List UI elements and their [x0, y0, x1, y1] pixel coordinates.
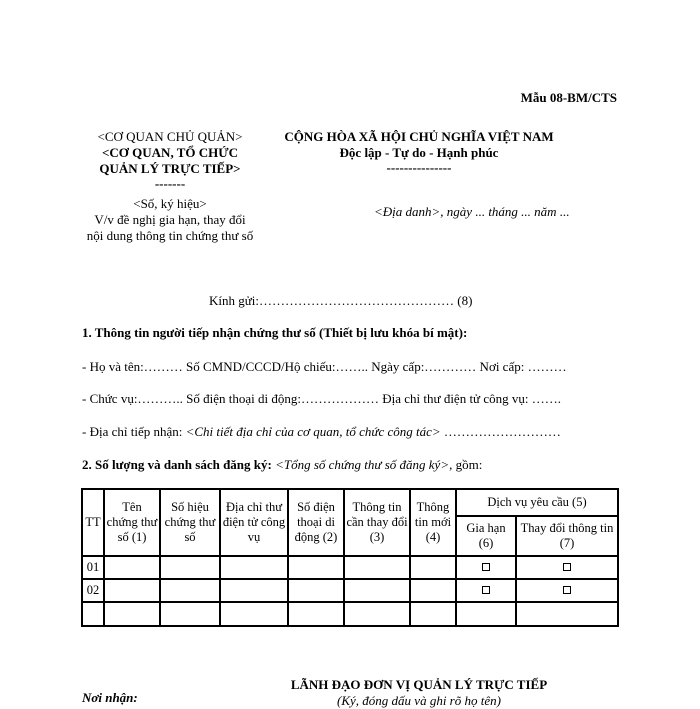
- recipient-line: Kính gửi:……………………………………… (8): [209, 293, 473, 308]
- modify-checkbox[interactable]: [563, 563, 571, 571]
- cell-cert-name[interactable]: [104, 556, 160, 579]
- cell-info-change[interactable]: [344, 556, 410, 579]
- cell-cert-name[interactable]: [104, 602, 160, 626]
- renew-checkbox[interactable]: [482, 586, 490, 594]
- modify-checkbox[interactable]: [563, 586, 571, 594]
- header-renew: Gia hạn (6): [456, 516, 516, 556]
- form-code: Mẫu 08-BM/CTS: [520, 90, 617, 105]
- nation-block: [262, 129, 576, 175]
- recipients-label: Nơi nhận:: [82, 690, 138, 705]
- agency-parent: <CƠ QUAN CHỦ QUẢN>: [97, 129, 243, 144]
- cell-email[interactable]: [220, 579, 288, 602]
- cell-new-info[interactable]: [410, 556, 456, 579]
- renew-checkbox[interactable]: [482, 563, 490, 571]
- cell-new-info[interactable]: [410, 602, 456, 626]
- nation-separator: ---------------: [386, 160, 452, 175]
- agency-block: [70, 129, 270, 244]
- cell-cert-serial[interactable]: [160, 579, 220, 602]
- cell-info-change[interactable]: [344, 579, 410, 602]
- cell-phone[interactable]: [288, 602, 344, 626]
- cell-phone[interactable]: [288, 579, 344, 602]
- header-phone: Số điện thoại di động (2): [288, 489, 344, 556]
- cell-renew[interactable]: [456, 602, 516, 626]
- table-row: [82, 579, 618, 602]
- cell-cert-serial[interactable]: [160, 556, 220, 579]
- agency-name-2: QUẢN LÝ TRỰC TIẾP>: [99, 161, 241, 176]
- header-email: Địa chỉ thư điện tử công vụ: [220, 489, 288, 556]
- row-number: 02: [82, 579, 104, 602]
- cell-email[interactable]: [220, 602, 288, 626]
- cell-email[interactable]: [220, 556, 288, 579]
- receiver-address-row: - Địa chỉ tiếp nhận: <Chi tiết địa chỉ của cơ quan, tổ chức công tác> ………………………: [82, 424, 561, 439]
- header-service: Dịch vụ yêu cầu (5): [456, 489, 618, 516]
- header-tt: TT: [82, 489, 104, 556]
- cell-cert-serial[interactable]: [160, 602, 220, 626]
- header-cert-name: Tên chứng thư số (1): [104, 489, 160, 556]
- cell-cert-name[interactable]: [104, 579, 160, 602]
- document-number: <Số, ký hiệu>: [133, 196, 207, 211]
- section-2-title: 2. Số lượng và danh sách đăng ký: <Tổng số chứng thư số đăng ký>, gồm:: [82, 457, 483, 472]
- subject-line-2: nội dung thông tin chứng thư số: [86, 228, 254, 243]
- signature-note: (Ký, đóng dấu và ghi rõ họ tên): [337, 693, 501, 708]
- header-cert-serial: Số hiệu chứng thư số: [160, 489, 220, 556]
- header-new-info: Thông tin mới (4): [410, 489, 456, 556]
- header-modify: Thay đổi thông tin (7): [516, 516, 618, 556]
- signature-title: LÃNH ĐẠO ĐƠN VỊ QUẢN LÝ TRỰC TIẾP: [290, 677, 548, 692]
- cell-new-info[interactable]: [410, 579, 456, 602]
- table-row: [82, 556, 618, 579]
- nation-name: CỘNG HÒA XÃ HỘI CHỦ NGHĨA VIỆT NAM: [284, 129, 554, 144]
- subject-line-1: V/v đề nghị gia hạn, thay đổi: [94, 212, 246, 227]
- row-number: [82, 602, 104, 626]
- receiver-name-row: - Họ và tên:……… Số CMND/CCCD/Hộ chiếu:…….. Ngày cấp:………… Nơi cấp: ………: [82, 359, 567, 374]
- cell-modify[interactable]: [516, 602, 618, 626]
- row-number: 01: [82, 556, 104, 579]
- place-date: <Địa danh>, ngày ... tháng ... năm ...: [374, 204, 570, 219]
- section-1-title: 1. Thông tin người tiếp nhận chứng thư số (Thiết bị lưu khóa bí mật):: [82, 325, 468, 340]
- table-row: [82, 602, 618, 626]
- header-info-change: Thông tin cần thay đổi (3): [344, 489, 410, 556]
- receiver-position-row: - Chức vụ:……….. Số điện thoại di động:……………… Địa chỉ thư điện tử công vụ: …….: [82, 391, 561, 406]
- agency-name-1: <CƠ QUAN, TỔ CHỨC: [102, 145, 238, 160]
- nation-motto: Độc lập - Tự do - Hạnh phúc: [339, 145, 499, 160]
- cell-phone[interactable]: [288, 556, 344, 579]
- cell-info-change[interactable]: [344, 602, 410, 626]
- agency-separator: -------: [154, 176, 186, 191]
- registration-table: [81, 488, 619, 627]
